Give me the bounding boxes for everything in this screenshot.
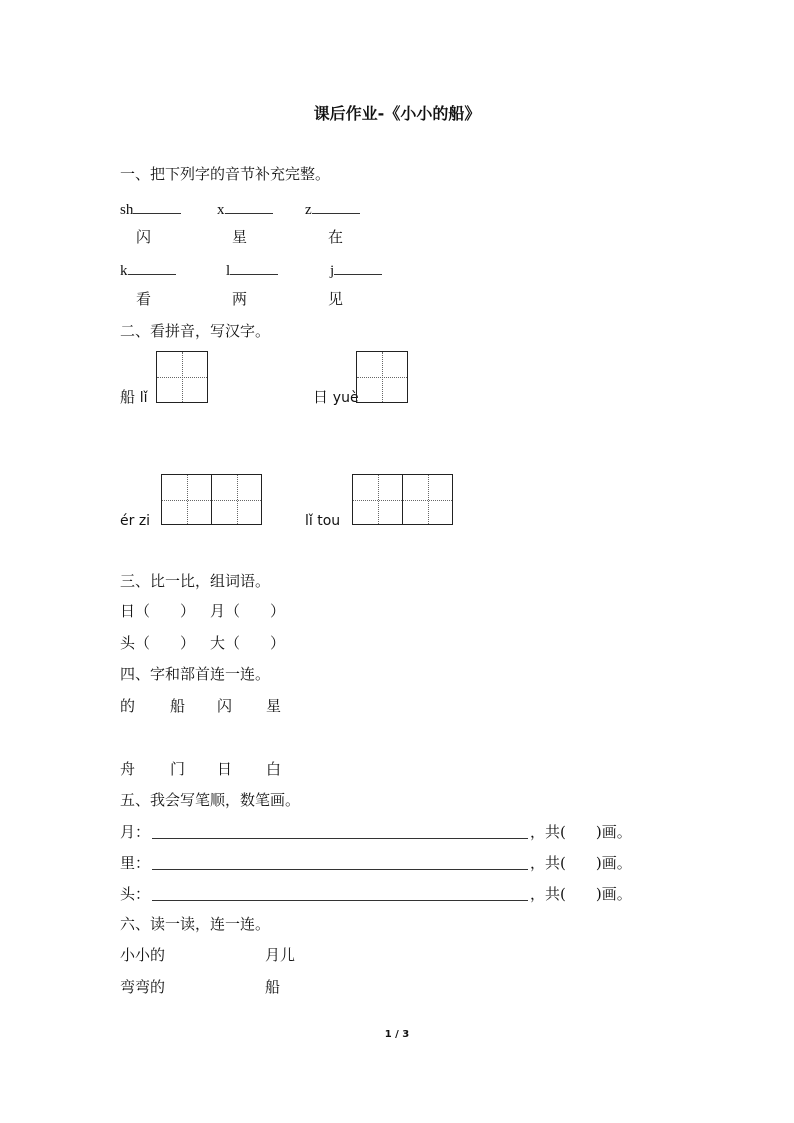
pinyin-blank-x: x [217, 201, 273, 218]
stroke-label-li: 里： [120, 854, 151, 872]
tian-grid-box[interactable] [156, 351, 208, 403]
stroke-count-tou: ，共( )画。 [530, 885, 632, 903]
section5-heading: 五、我会写笔顺，数笔画。 [120, 791, 301, 809]
match-char-xing[interactable]: 星 [266, 697, 282, 715]
char-zai: 在 [328, 228, 344, 246]
pinyin-blank-z: z [305, 201, 360, 218]
match-radical-zhou[interactable]: 舟 [120, 760, 136, 778]
match-left-wanwan[interactable]: 弯弯的 [120, 978, 166, 996]
match-right-yueer[interactable]: 月儿 [265, 946, 296, 964]
pinyin-blank-j: j [330, 262, 382, 279]
item3-label: ér zi [120, 513, 151, 529]
match-radical-men[interactable]: 门 [170, 760, 186, 778]
char-liang: 两 [232, 290, 248, 308]
stroke-order-line[interactable] [152, 900, 528, 901]
stroke-order-line[interactable] [152, 838, 528, 839]
match-radical-ri[interactable]: 日 [217, 760, 233, 778]
char-shan: 闪 [136, 228, 152, 246]
match-char-chuan[interactable]: 船 [170, 697, 186, 715]
stroke-order-line[interactable] [152, 869, 528, 870]
compare-da: 大（ ） [210, 634, 286, 652]
tian-grid-box[interactable] [402, 474, 453, 525]
match-left-xiaoxiao[interactable]: 小小的 [120, 946, 166, 964]
pinyin-blank-k: k [120, 262, 176, 279]
section1-heading: 一、把下列字的音节补充完整。 [120, 165, 331, 183]
section6-heading: 六、读一读，连一连。 [120, 915, 271, 933]
item4-label: lǐ tou [305, 513, 341, 529]
stroke-label-yue: 月： [120, 823, 151, 841]
item1-label: 船 lǐ [120, 388, 148, 406]
match-char-shan[interactable]: 闪 [217, 697, 233, 715]
section3-heading: 三、比一比，组词语。 [120, 572, 271, 590]
char-kan: 看 [136, 290, 152, 308]
item2-label: 日 yuè [313, 388, 359, 406]
char-jian: 见 [328, 290, 344, 308]
char-xing: 星 [232, 228, 248, 246]
compare-tou: 头（ ） [120, 634, 196, 652]
tian-grid-box[interactable] [352, 474, 403, 525]
stroke-count-li: ，共( )画。 [530, 854, 632, 872]
match-radical-bai[interactable]: 白 [266, 760, 282, 778]
section4-heading: 四、字和部首连一连。 [120, 665, 271, 683]
page-number: 1 / 3 [384, 1029, 410, 1040]
section2-heading: 二、看拼音，写汉字。 [120, 322, 271, 340]
tian-grid-box[interactable] [161, 474, 212, 525]
page-title: 课后作业-《小小的船》 [313, 104, 481, 123]
compare-yue: 月（ ） [210, 602, 286, 620]
tian-grid-box[interactable] [356, 351, 408, 403]
pinyin-blank-l: l [226, 262, 278, 279]
match-right-chuan[interactable]: 船 [265, 978, 281, 996]
compare-ri: 日（ ） [120, 602, 196, 620]
match-char-de[interactable]: 的 [120, 697, 136, 715]
stroke-label-tou: 头： [120, 885, 151, 903]
pinyin-blank-sh: sh [120, 201, 181, 218]
stroke-count-yue: ，共( )画。 [530, 823, 632, 841]
tian-grid-box[interactable] [211, 474, 262, 525]
